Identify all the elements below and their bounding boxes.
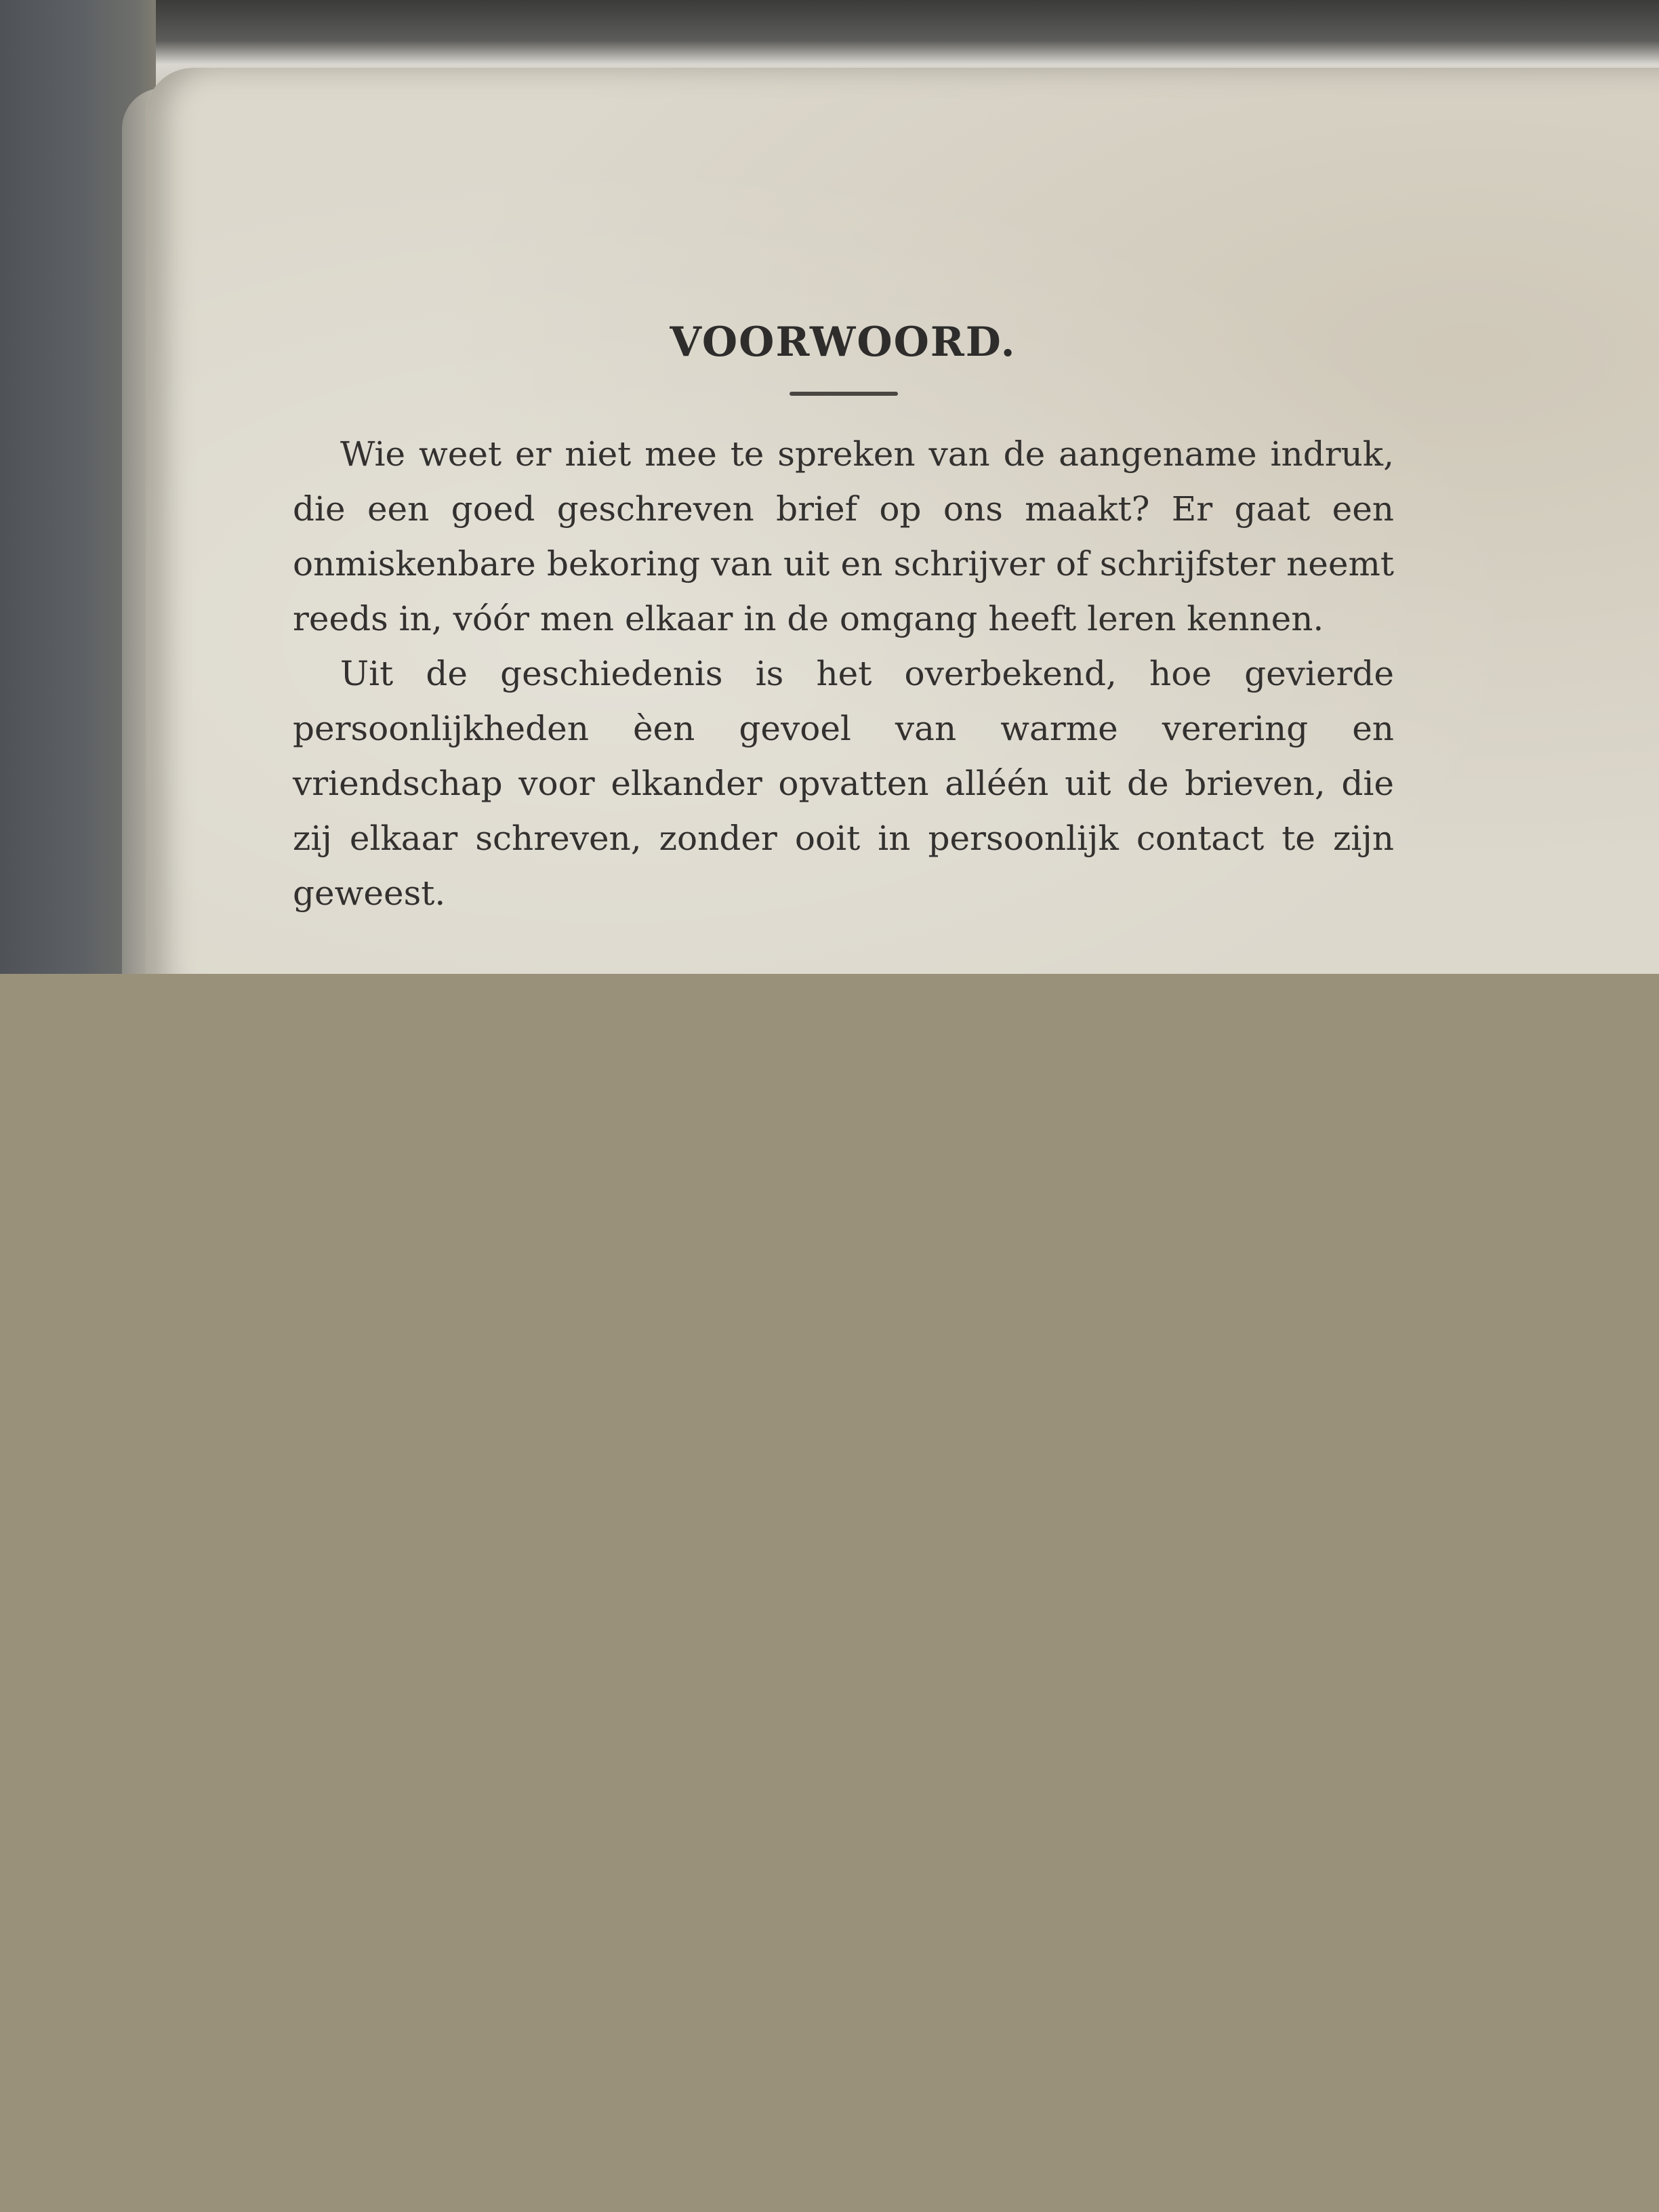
paragraph-2: Uit de geschiedenis is het overbekend, hoe gevierde persoonlijkheden èen gevoel van warme verering en vriendschap voor elkander opvatten alléén uit de brieven, die zij elkaar schreven, zonder ooit in persoonlijk contact te zijn geweest. [293, 654, 1394, 913]
page-heading: VOORWOORD. [670, 319, 1017, 366]
body-text [293, 427, 1394, 921]
blank-area [0, 974, 1659, 2212]
paragraph-1: Wie weet er niet mee te spreken van de aangename indruk, die een goed geschreven brief op ons maakt? Er gaat een onmiskenbare bekoring van uit en schrijver of schrijfster neemt reeds in, vóór men elkaar in de omgang heeft leren kennen. [293, 434, 1394, 638]
book-photo [0, 0, 1659, 974]
heading-rule [790, 392, 898, 396]
